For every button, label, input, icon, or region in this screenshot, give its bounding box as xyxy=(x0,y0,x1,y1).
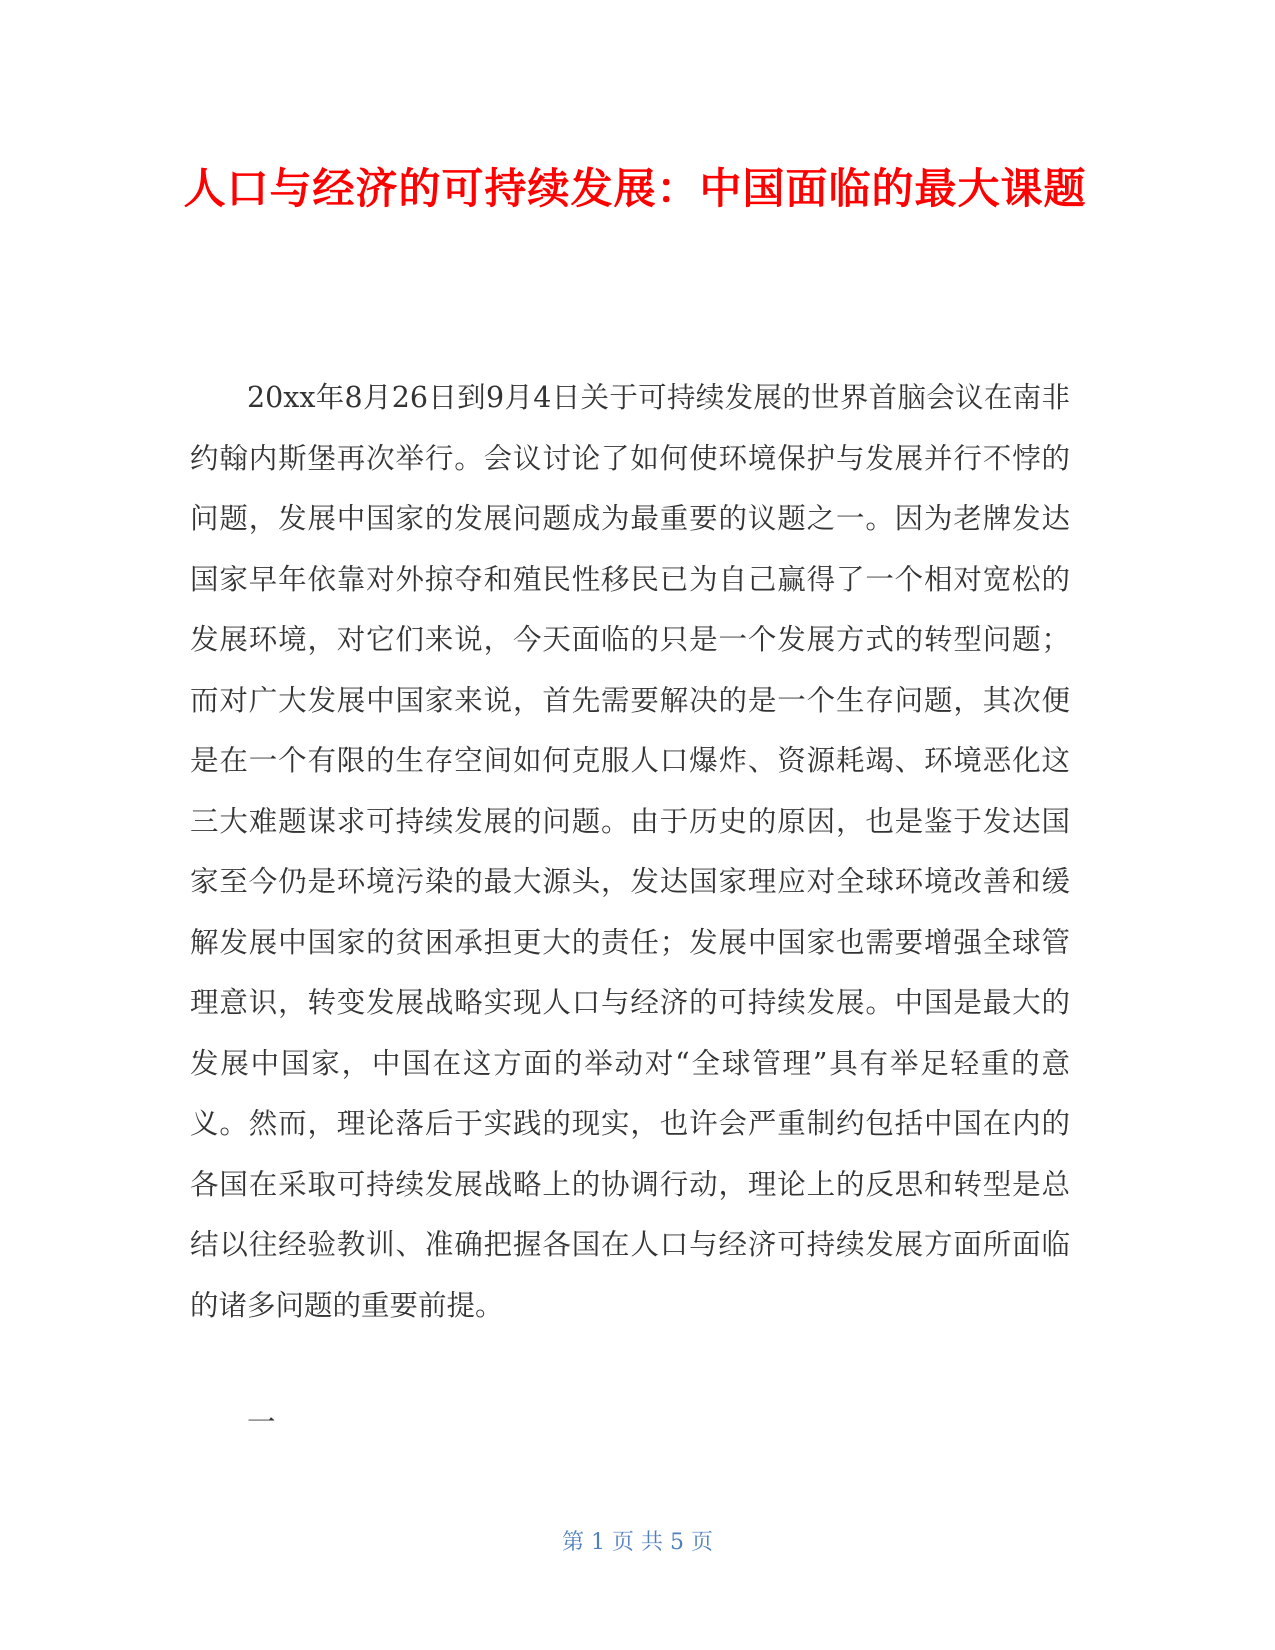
section-number: 一 xyxy=(247,1406,276,1439)
paragraph-text: 20xx年8月26日到9月4日关于可持续发展的世界首脑会议在南非约翰内斯堡再次举行。会议讨论了如何使环境保护与发展并行不悖的问题，发展中国家的发展问题成为最重要的议题之一。因为老牌发达国家早年依靠对外掠夺和殖民性移民已为自己赢得了一个相对宽松的发展环境，对它们来说，今天面临的只是一个发展方式的转型问题；而对广大发展中国家来说，首先需要解决的是一个生存问题，其次便是在一个有限的生存空间如何克服人口爆炸、资源耗竭、环境恶化这三大难题谋求可持续发展的问题。由于历史的原因，也是鉴于发达国家至今仍是环境污染的最大源头，发达国家理应对全球环境改善和缓解发展中国家的贫困承担更大的责任；发展中国家也需要增强全球管理意识，转变发展战略实现人口与经济的可持续发展。中国是最大的发展中国家，中国在这方面的举动对“全球管理”具有举足轻重的意义。然而，理论落后于实践的现实，也许会严重制约包括中国在内的各国在采取可持续发展战略上的协调行动，理论上的反思和转型是总结以往经验教训、准确把握各国在人口与经济可持续发展方面所面临的诸多问题的重要前提。 xyxy=(190,381,1070,1322)
body-paragraph xyxy=(190,368,1070,1336)
page-number-footer: 第 1 页 共 5 页 xyxy=(562,1530,713,1555)
document-title: 人口与经济的可持续发展：中国面临的最大课题 xyxy=(183,164,1087,213)
